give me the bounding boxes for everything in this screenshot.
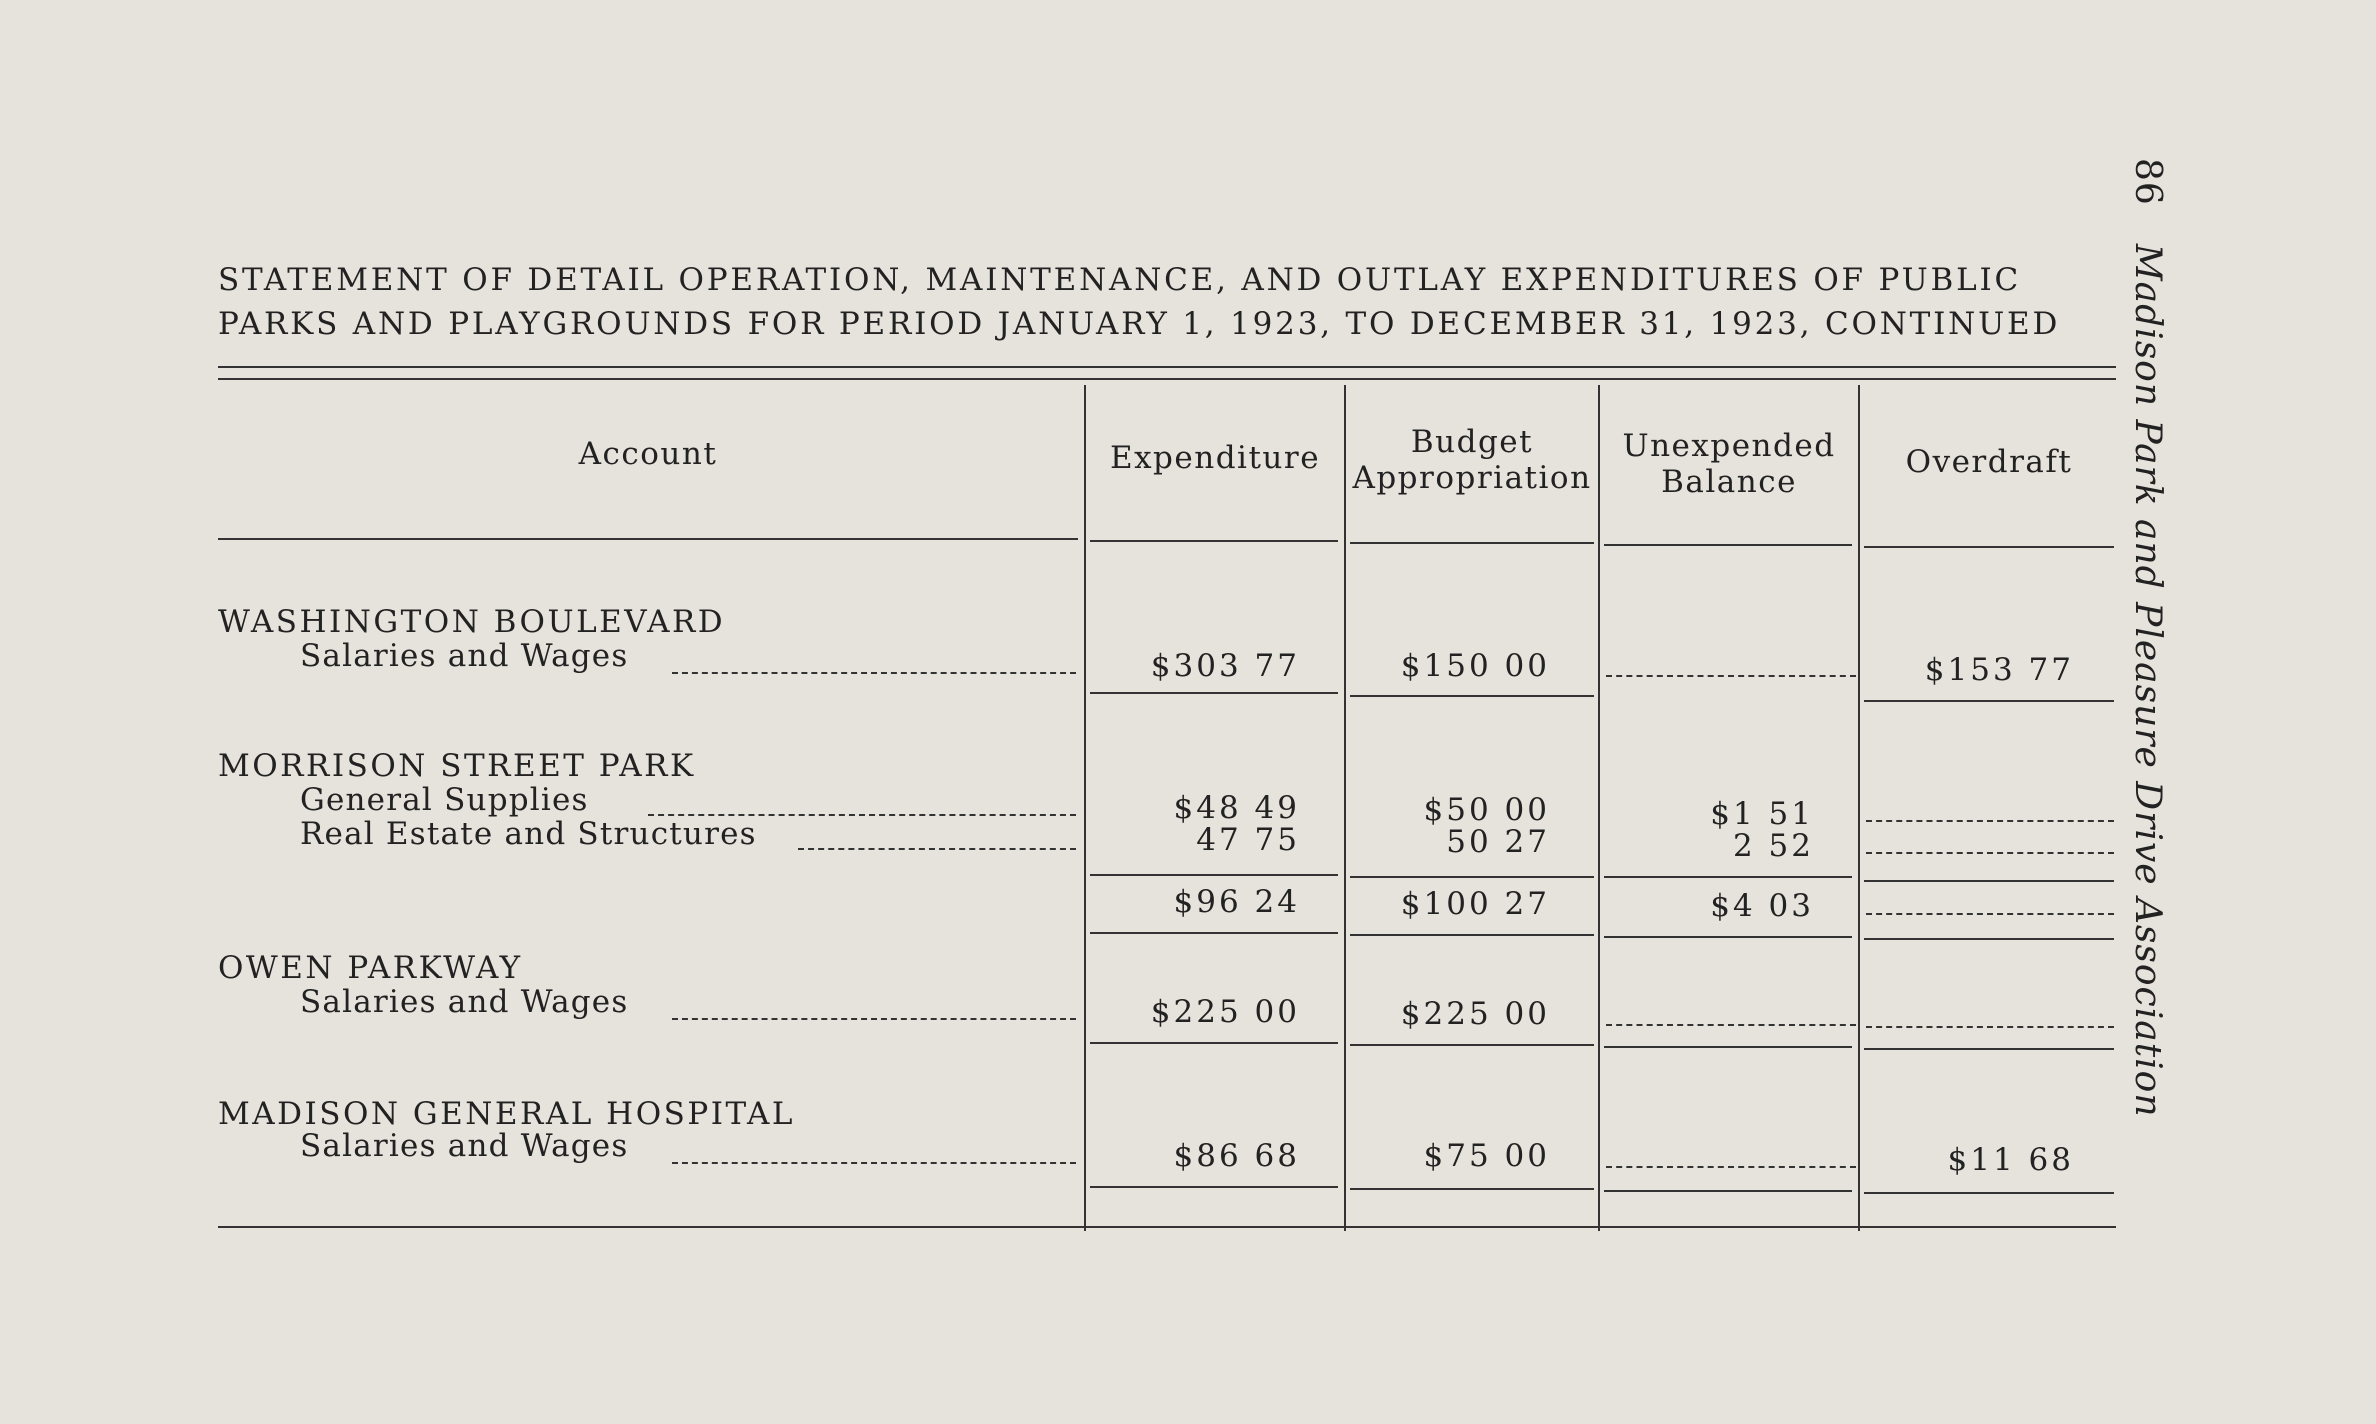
top-rule-2 <box>218 378 2116 380</box>
total-rule <box>1090 932 1338 934</box>
running-header <box>2127 158 2168 1118</box>
top-rule-1 <box>218 366 2116 368</box>
total-unexpended: $4 03 <box>1710 888 1814 924</box>
row-label: General Supplies <box>300 782 589 818</box>
subtotal-rule <box>1350 1188 1594 1190</box>
cell-expenditure: $48 49 <box>1173 790 1300 826</box>
header-expenditure: Expenditure <box>1109 440 1321 476</box>
leader-dots <box>672 1162 1076 1164</box>
page-number: 86 <box>2127 158 2168 206</box>
total-overdraft-empty <box>1866 913 2114 915</box>
subtotal-rule <box>1864 880 2114 882</box>
cell-budget: $150 00 <box>1400 648 1550 684</box>
column-divider-4 <box>1858 385 1860 1231</box>
total-budget: $100 27 <box>1400 886 1550 922</box>
subtotal-rule <box>1350 876 1594 878</box>
cell-overdraft-empty <box>1866 852 2114 854</box>
header-underline <box>1350 542 1594 544</box>
cell-overdraft: $11 68 <box>1947 1142 2074 1178</box>
cell-budget: $225 00 <box>1400 996 1550 1032</box>
total-rule <box>1604 936 1852 938</box>
header-underline <box>1090 540 1338 542</box>
leader-dots <box>672 672 1076 674</box>
subtotal-rule <box>1350 695 1594 697</box>
page-title-line-1: STATEMENT OF DETAIL OPERATION, MAINTENANCE, AND OUTLAY EXPENDITURES OF PUBLIC <box>218 262 2022 298</box>
cell-unexpended-empty <box>1606 1024 1856 1026</box>
section-madison-general-hospital: MADISON GENERAL HOSPITAL <box>218 1096 795 1132</box>
cell-budget: $50 00 <box>1423 792 1550 828</box>
subtotal-rule <box>1864 700 2114 702</box>
header-underline <box>1864 546 2114 548</box>
page-title-line-2: PARKS AND PLAYGROUNDS FOR PERIOD JANUARY 1, 1923, TO DECEMBER 31, 1923, CONTINUED <box>218 306 2061 342</box>
bottom-rule <box>218 1226 2116 1228</box>
leader-dots <box>672 1018 1076 1020</box>
subtotal-rule <box>1864 1192 2114 1194</box>
cell-expenditure: 47 75 <box>1196 822 1300 858</box>
cell-expenditure: $225 00 <box>1150 994 1300 1030</box>
column-divider-1 <box>1084 385 1086 1231</box>
cell-budget: $75 00 <box>1423 1138 1550 1174</box>
header-budget: Budget Appropriation <box>1352 424 1592 496</box>
cell-unexpended: $1 51 <box>1710 796 1814 832</box>
header-unexpended: Unexpended Balance <box>1622 428 1836 500</box>
column-divider-3 <box>1598 385 1600 1231</box>
section-morrison-street-park: MORRISON STREET PARK <box>218 748 696 784</box>
row-label: Salaries and Wages <box>300 984 629 1020</box>
column-divider-2 <box>1344 385 1346 1231</box>
cell-overdraft-empty <box>1866 820 2114 822</box>
subtotal-rule <box>1350 1044 1594 1046</box>
cell-overdraft-empty <box>1866 1026 2114 1028</box>
header-account: Account <box>578 436 718 472</box>
total-expenditure: $96 24 <box>1173 884 1300 920</box>
header-overdraft: Overdraft <box>1905 444 2073 480</box>
section-owen-parkway: OWEN PARKWAY <box>218 950 523 986</box>
subtotal-rule <box>1604 1190 1852 1192</box>
section-washington-boulevard: WASHINGTON BOULEVARD <box>218 604 726 640</box>
subtotal-rule <box>1090 874 1338 876</box>
cell-overdraft: $153 77 <box>1924 652 2074 688</box>
subtotal-rule <box>1604 876 1852 878</box>
cell-budget: 50 27 <box>1446 824 1550 860</box>
row-label: Salaries and Wages <box>300 638 629 674</box>
cell-expenditure: $86 68 <box>1173 1138 1300 1174</box>
association-name: Madison Park and Pleasure Drive Association <box>2127 243 2168 1118</box>
cell-expenditure: $303 77 <box>1150 648 1300 684</box>
subtotal-rule <box>1864 1048 2114 1050</box>
subtotal-rule <box>1090 1042 1338 1044</box>
cell-unexpended-empty <box>1606 675 1856 677</box>
subtotal-rule <box>1604 1046 1852 1048</box>
cell-unexpended-empty <box>1606 1166 1856 1168</box>
subtotal-rule <box>1090 1186 1338 1188</box>
row-label: Real Estate and Structures <box>300 816 757 852</box>
subtotal-rule <box>1090 692 1338 694</box>
leader-dots <box>798 848 1076 850</box>
row-label: Salaries and Wages <box>300 1128 629 1164</box>
cell-unexpended: 2 52 <box>1732 828 1814 864</box>
header-underline <box>1604 544 1852 546</box>
header-underline <box>218 538 1078 540</box>
total-rule <box>1350 934 1594 936</box>
total-rule <box>1864 938 2114 940</box>
